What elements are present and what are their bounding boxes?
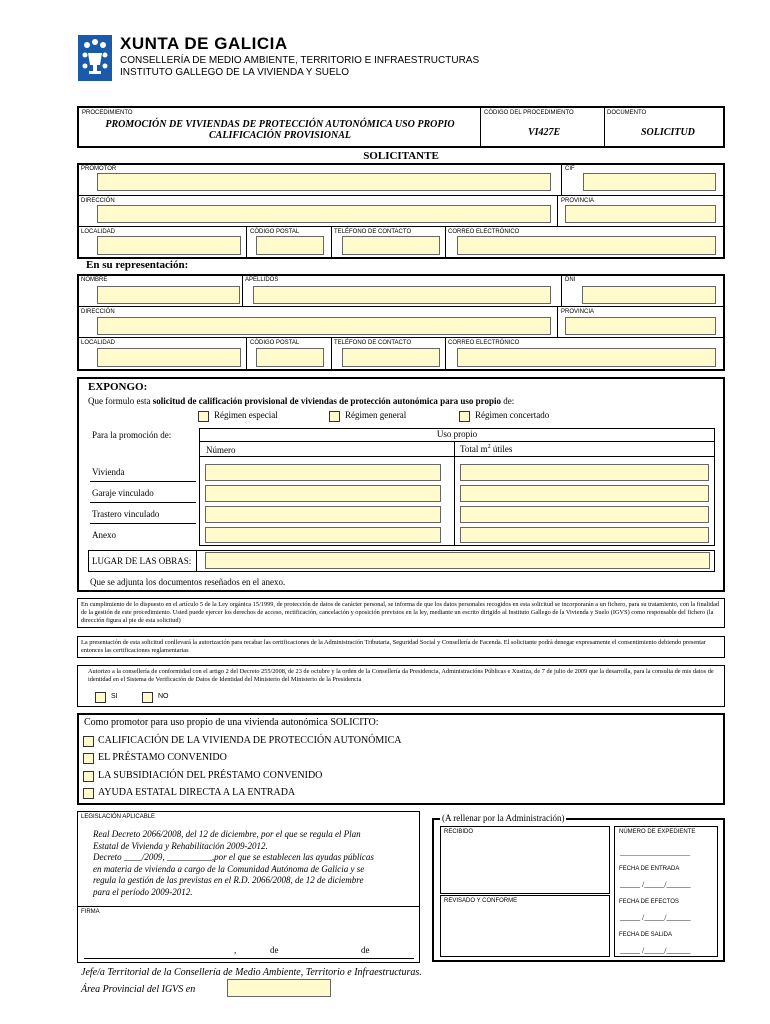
codigo-postal-field[interactable] — [256, 236, 324, 255]
fecha-efectos-label: FECHA DE EFECTOS — [619, 899, 679, 905]
autorizo-si-label: SI — [111, 693, 118, 700]
row-garaje-label: Garaje vinculado — [92, 488, 154, 498]
org-name: XUNTA DE GALICIA — [120, 34, 288, 53]
firma-comma: , — [234, 945, 237, 955]
provincia-label: PROVINCIA — [561, 198, 595, 204]
rep-correo-label: CORREO ELECTRÓNICO — [448, 340, 520, 346]
rep-telefono-label: TELÉFONO DE CONTACTO — [334, 340, 412, 346]
solicitante-heading: SOLICITANTE — [363, 150, 439, 162]
fecha-salida-label: FECHA DE SALIDA — [619, 932, 673, 938]
correo-field[interactable] — [457, 236, 716, 255]
jefe-territorial-text: Jefe/a Territorial de la Consellería de Medio Ambiente, Territorio e Infraestructuras. — [81, 967, 422, 978]
row-anexo-label: Anexo — [92, 530, 116, 540]
admin-heading: (A rellenar por la Administración) — [442, 813, 565, 823]
regimen-especial-label: Régimen especial — [214, 410, 278, 420]
numero-header: Número — [206, 445, 236, 455]
promotor-field[interactable] — [97, 173, 551, 191]
autorizo-text: Autorizo a la consellería de conformidad con el artigo 2 del Decreto 255/2008, de 23 de octubre y la orden de la Consellería da Presidencia, Administracións Públicas e Xustiza, de 7 de julio de 2009 que la desarrolla, para la consulta de mis datos de identidad en el Sistema de Verificación de Datos de Identidad del Ministerio del Ministerio de la Presidencia — [88, 668, 714, 683]
rep-codigo-postal-label: CÓDIGO POSTAL — [250, 340, 300, 346]
legislacion-line: regula la gestión de las previstas en el R.D. 2066/2008, de 12 de diciembre — [93, 875, 364, 885]
legislacion-line: Decreto ____/2009, __________,por el que se establecen las ayudas públicas — [93, 852, 374, 862]
rep-direccion-field[interactable] — [97, 317, 551, 335]
localidad-label: LOCALIDAD — [81, 229, 116, 235]
row-vivienda-label: Vivienda — [92, 467, 125, 477]
recibido-label: RECIBIDO — [444, 829, 474, 835]
solicito-prestamo-label: EL PRÉSTAMO CONVENIDO — [98, 752, 227, 763]
autorizo-no-label: NO — [158, 693, 169, 700]
procedure-title-line1: PROMOCIÓN DE VIVIENDAS DE PROTECCIÓN AUTONÓMICA USO PROPIO — [105, 119, 455, 130]
dni-field[interactable] — [582, 286, 716, 304]
total-m2-header: Total $m^2$ útiles — [460, 444, 513, 454]
documento-label: DOCUMENTO — [607, 110, 647, 116]
uso-propio-header: Uso propio — [436, 429, 478, 439]
nombre-field[interactable] — [97, 286, 240, 304]
vivienda-m2-field[interactable] — [460, 464, 709, 481]
legislacion-line: Estatal de Vivienda y Rehabilitación 2009-2012. — [93, 840, 268, 851]
apellidos-field[interactable] — [253, 286, 551, 304]
firma-de-1: de — [270, 945, 279, 955]
dni-label: DNI — [565, 277, 576, 283]
representacion-heading: En su representación: — [86, 259, 189, 271]
department-name: CONSELLERÍA DE MEDIO AMBIENTE, TERRITORIO E INFRAESTRUCTURAS — [120, 55, 480, 66]
trastero-m2-field[interactable] — [460, 506, 709, 523]
revisado-label: REVISADO Y CONFORME — [444, 898, 518, 904]
solicito-calificacion-checkbox[interactable] — [83, 736, 94, 747]
fecha-entrada-blank: _____ /_____/______ — [620, 880, 691, 889]
anexo-numero-field[interactable] — [205, 527, 441, 543]
expongo-heading: EXPONGO: — [88, 381, 148, 393]
fecha-efectos-blank: _____ /_____/______ — [620, 913, 691, 922]
cif-field[interactable] — [583, 173, 716, 191]
autorizo-no-checkbox[interactable] — [142, 692, 153, 703]
direccion-label: DIRECCIÓN — [81, 198, 115, 204]
rep-provincia-field[interactable] — [565, 317, 716, 335]
revisado-box — [440, 895, 610, 957]
firma-label: FIRMA — [81, 909, 100, 915]
legislacion-text — [93, 829, 418, 898]
vivienda-numero-field[interactable] — [205, 464, 441, 481]
adjunta-text: Que se adjunta los documentos reseñados en el anexo. — [90, 577, 286, 587]
promotor-label: PROMOTOR — [81, 166, 117, 172]
solicito-calificacion-label: CALIFICACIÓN DE LA VIVIENDA DE PROTECCIÓN AUTONÓMICA — [98, 735, 402, 746]
telefono-label: TELÉFONO DE CONTACTO — [334, 229, 412, 235]
row-trastero-label: Trastero vinculado — [92, 509, 160, 519]
legislacion-line: para el período 2009-2012. — [93, 886, 193, 897]
procedure-title-line2: CALIFICACIÓN PROVISIONAL — [209, 130, 351, 141]
documento-value: SOLICITUD — [641, 127, 695, 138]
legislacion-label: LEGISLACIÓN APLICABLE — [81, 814, 156, 820]
nombre-label: NOMBRE — [81, 277, 108, 283]
recibido-box — [440, 826, 610, 894]
provincia-field[interactable] — [565, 205, 716, 223]
rep-direccion-label: DIRECCIÓN — [81, 309, 115, 315]
num-expediente-label: NÚMERO DE EXPEDIENTE — [619, 829, 696, 835]
num-expediente-blank: ____________________ — [620, 849, 690, 857]
direccion-field[interactable] — [97, 205, 551, 223]
cif-label: CIF — [565, 166, 575, 172]
codigo-procedimiento-value: VI427E — [528, 127, 561, 138]
trastero-numero-field[interactable] — [205, 506, 441, 523]
institute-name: INSTITUTO GALLEGO DE LA VIVIENDA Y SUELO — [120, 67, 349, 78]
correo-label: CORREO ELECTRÓNICO — [448, 229, 520, 235]
certificaciones-text: La presentación de esta solicitud conllevará la autorización para recabar las certificaciones de la Administración Tributaria, Seguridad Social y Consellería de Facenda. El solicitante podrá denegar expresamente el consentimiento debiendo presentar entonces las certificaciones reglamentarias — [81, 639, 706, 654]
codigo-procedimiento-label: CÓDIGO DEL PROCEDIMIENTO — [484, 110, 574, 116]
procedimiento-label: PROCEDIMIENTO — [82, 110, 133, 116]
telefono-field[interactable] — [342, 236, 440, 255]
regimen-concertado-label: Régimen concertado — [475, 410, 550, 420]
rep-localidad-label: LOCALIDAD — [81, 340, 116, 346]
solicito-ayuda-checkbox[interactable] — [83, 788, 94, 799]
rep-localidad-field[interactable] — [97, 348, 241, 367]
firma-de-2: de — [361, 945, 370, 955]
garaje-m2-field[interactable] — [460, 485, 709, 502]
solicito-subsidiacion-checkbox[interactable] — [83, 771, 94, 782]
solicito-prestamo-checkbox[interactable] — [83, 753, 94, 764]
solicito-ayuda-label: AYUDA ESTATAL DIRECTA A LA ENTRADA — [98, 787, 296, 798]
rep-codigo-postal-field[interactable] — [256, 348, 324, 367]
regimen-especial-checkbox[interactable] — [198, 411, 209, 422]
apellidos-label: APELLIDOS — [245, 277, 279, 283]
regimen-general-label: Régimen general — [345, 410, 407, 420]
rep-correo-field[interactable] — [457, 348, 716, 367]
legislacion-line: Real Decreto 2066/2008, del 12 de diciembre, por el que se regula el Plan — [93, 829, 361, 839]
garaje-numero-field[interactable] — [205, 485, 441, 502]
rep-telefono-field[interactable] — [342, 348, 440, 367]
regimen-concertado-checkbox[interactable] — [459, 411, 470, 422]
lugar-obras-field[interactable] — [205, 552, 710, 569]
area-provincial-field[interactable] — [227, 979, 331, 997]
anexo-m2-field[interactable] — [460, 527, 709, 543]
expongo-intro: Que formulo esta solicitud de calificación provisional de viviendas de protección autonómica para uso propio de: — [88, 396, 515, 406]
solicito-subsidiacion-label: LA SUBSIDIACIÓN DEL PRÉSTAMO CONVENIDO — [98, 770, 323, 781]
localidad-field[interactable] — [97, 236, 241, 255]
legislacion-line: en materia de vivienda a cargo de la Comunidad Autónoma de Galicia y se — [93, 863, 365, 874]
codigo-postal-label: CÓDIGO POSTAL — [250, 229, 300, 235]
autorizo-si-checkbox[interactable] — [95, 692, 106, 703]
xunta-logo-icon — [78, 35, 112, 81]
para-promocion-label: Para la promoción de: — [92, 430, 172, 440]
proteccion-datos-text: En cumplimiento de lo dispuesto en el artículo 5 de la Ley orgánica 15/1999, de protección de datos de carácter personal, se informa de que los datos personales recogidos en esta solicitud se incorporarán a un fichero, para su tratamiento, con la finalidad de la gestión de este procedimiento. Usted puede ejercer los derechos de acceso, rectificación, cancelación y oposición previstos en la ley, mediante un escrito dirigido al Instituto Gallego de la Vivienda y Suelo (IGVS) como responsable del fichero (la dirección figura al pie de esta solicitud) — [81, 601, 720, 624]
area-provincial-label: Área Provincial del IGVS en — [81, 984, 196, 995]
regimen-general-checkbox[interactable] — [329, 411, 340, 422]
fecha-entrada-label: FECHA DE ENTRADA — [619, 866, 680, 872]
lugar-obras-label: LUGAR DE LAS OBRAS: — [92, 556, 192, 566]
solicito-heading: Como promotor para uso propio de una vivienda autonómica SOLICITO: — [84, 717, 379, 728]
rep-provincia-label: PROVINCIA — [561, 309, 595, 315]
fecha-salida-blank: _____ /_____/______ — [620, 946, 691, 955]
